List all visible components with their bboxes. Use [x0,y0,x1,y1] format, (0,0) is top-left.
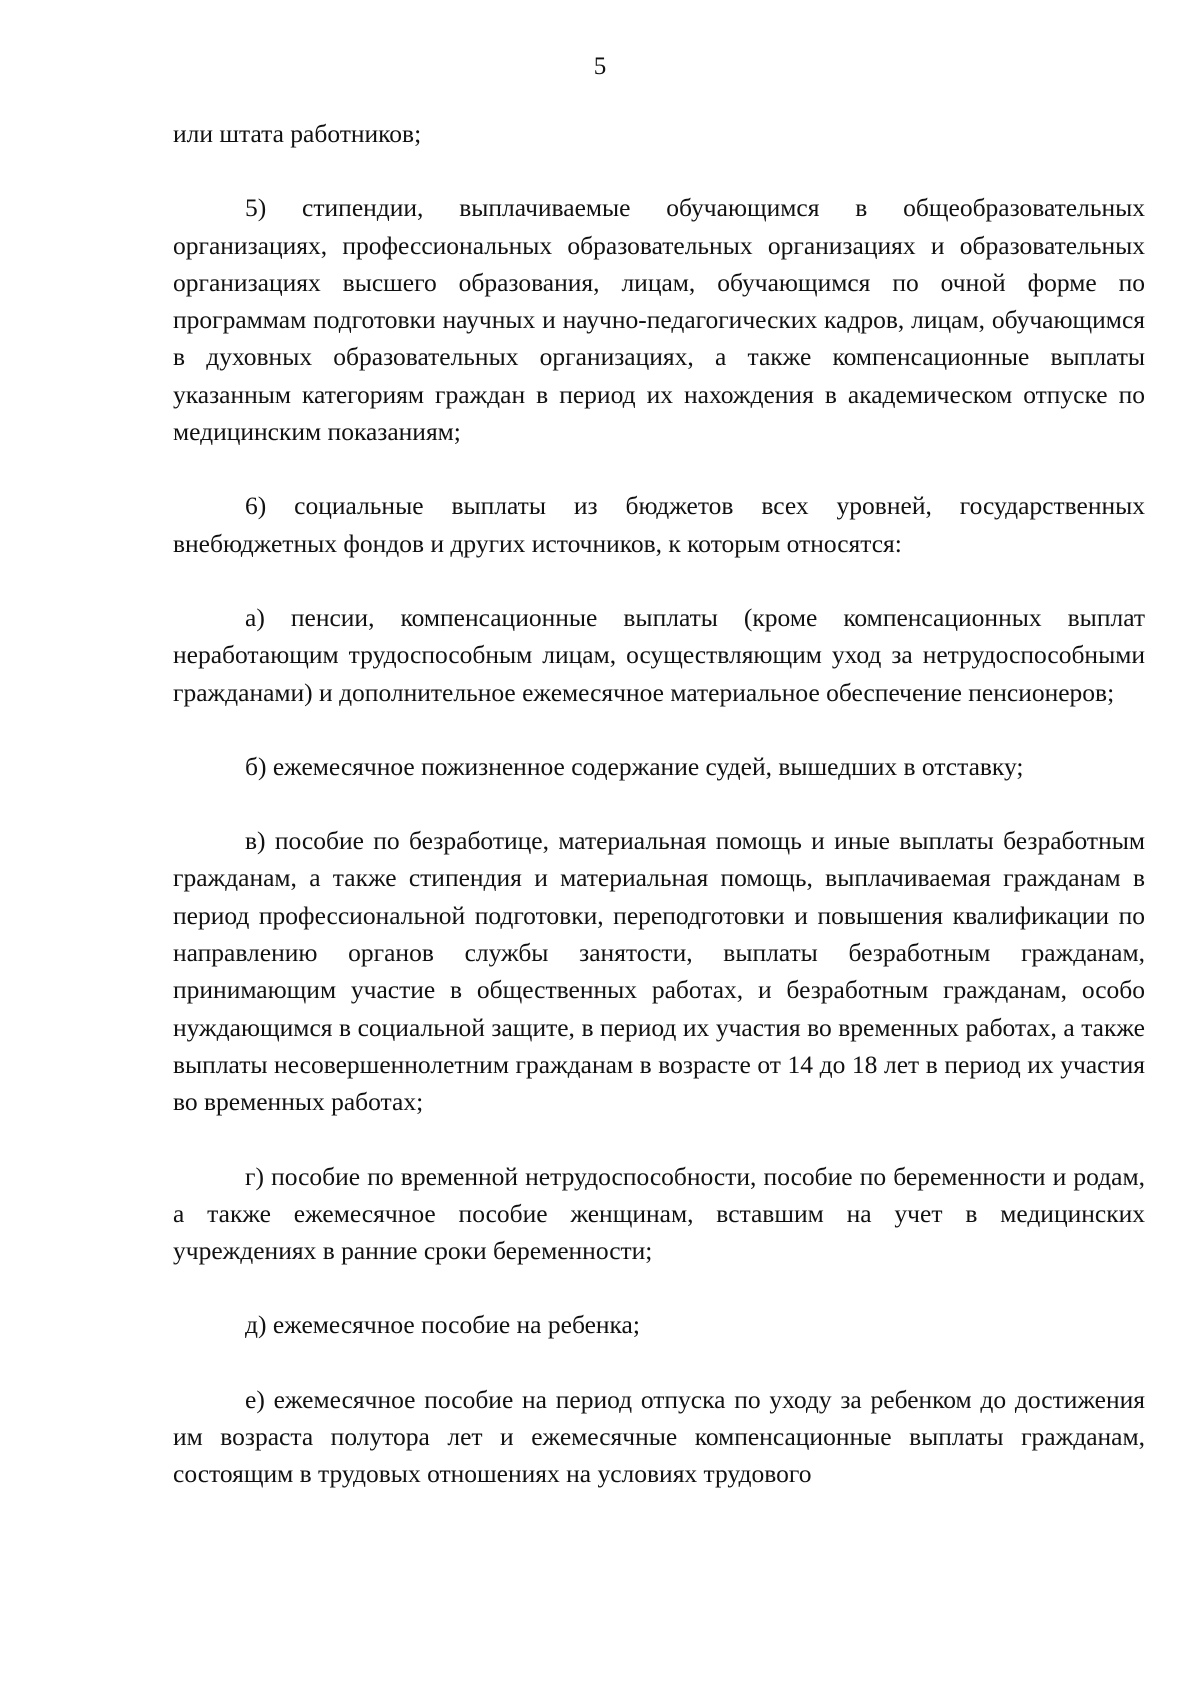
paragraph-subitem-e: е) ежемесячное пособие на период отпуска по уходу за ребенком до достижения им возраста полутора лет и ежемесячные компенсационные выплаты гражданам, состоящим в трудовых отношениях на условиях трудового [173,1384,1145,1489]
paragraph-item-6: 6) социальные выплаты из бюджетов всех уровней, государственных внебюджетных фондов и других источников, к которым относятся: [173,491,1145,558]
paragraph-subitem-d: д) ежемесячное пособие на ребенка; [245,1310,640,1340]
paragraph-subitem-b: б) ежемесячное пожизненное содержание судей, вышедших в отставку; [245,751,1024,781]
paragraph-subitem-g: г) пособие по временной нетрудоспособности, пособие по беременности и родам, а также ежемесячное пособие женщинам, вставшим на учет в медицинских учреждениях в ранние сроки беременности; [173,1161,1145,1266]
document-body [173,115,1145,1493]
paragraph-subitem-v: в) пособие по безработице, материальная помощь и иные выплаты безработным гражданам, а также стипендия и материальная помощь, выплачиваемая гражданам в период профессиональной подготовки, переподготовки и повышения квалификации по направлению органов службы занятости, выплаты безработным гражданам, принимающим участие в общественных работах, и безработным гражданам, особо нуждающимся в социальной защите, в период их участия во временных работах, а также выплаты несовершеннолетним гражданам в возрасте от 14 до 18 лет в период их участия во временных работах; [173,826,1145,1117]
paragraph-item-5: 5) стипендии, выплачиваемые обучающимся в общеобразовательных организациях, профессиональных образовательных организациях и образовательных организациях высшего образования, лицам, обучающимся по очной форме по программам подготовки научных и научно-педагогических кадров, лицам, обучающимся в духовных образовательных организациях, а также компенсационные выплаты указанным категориям граждан в период их нахождения в академическом отпуске по медицинским показаниям; [173,193,1145,447]
page-number: 5 [593,53,607,80]
paragraph-subitem-a: а) пенсии, компенсационные выплаты (кроме компенсационных выплат неработающим трудоспособным лицам, осуществляющим уход за нетрудоспособными гражданами) и дополнительное ежемесячное материальное обеспечение пенсионеров; [173,602,1145,707]
paragraph-continuation: или штата работников; [173,119,422,148]
